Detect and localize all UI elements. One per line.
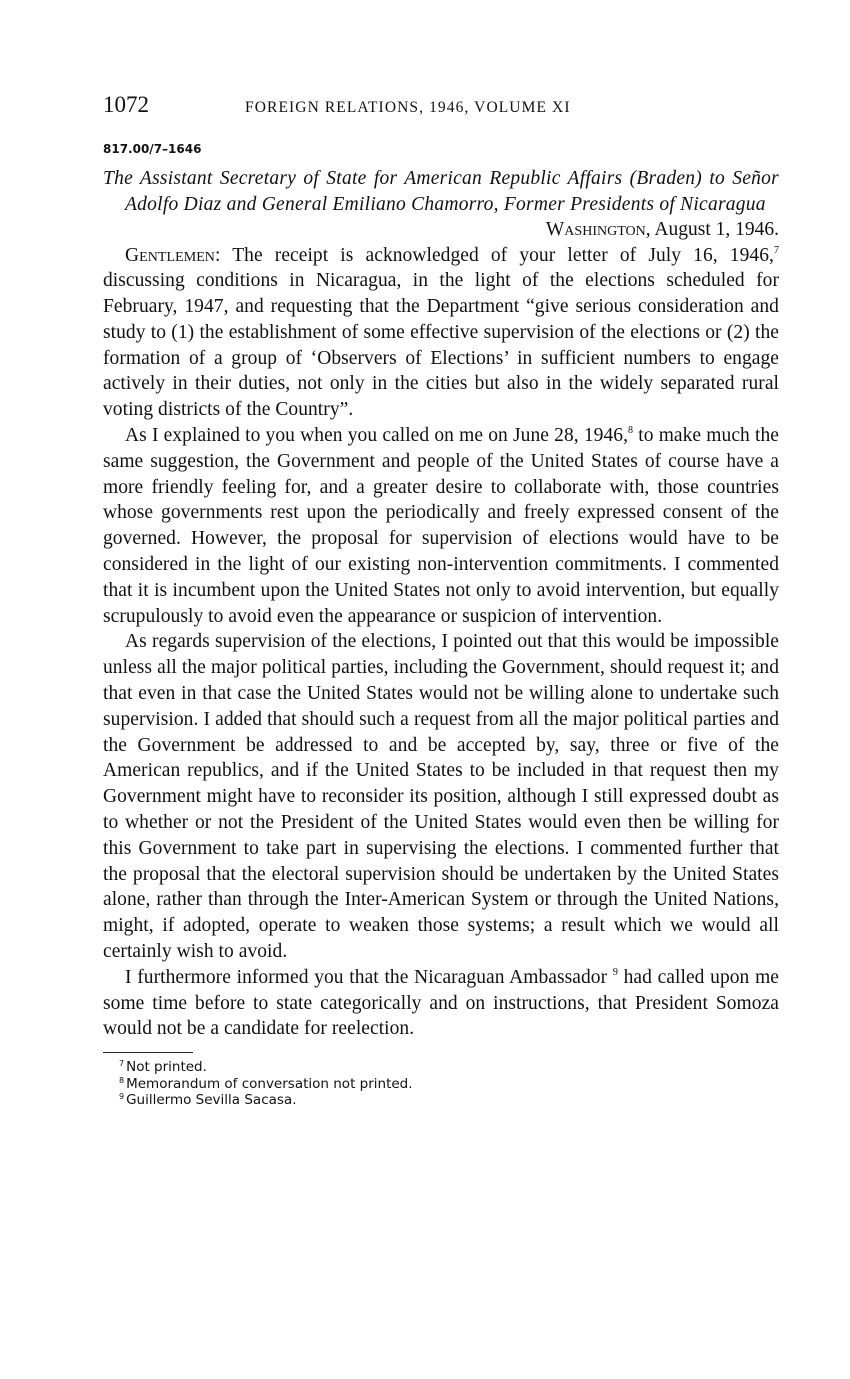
document-page xyxy=(103,92,779,1109)
footnote-mark: 7 xyxy=(119,1059,125,1069)
footnote-reference: 8 xyxy=(628,425,634,437)
file-number: 817.00/7–1646 xyxy=(103,142,202,156)
dateline-date: , August 1, 1946. xyxy=(645,219,779,240)
paragraph-3: As regards supervision of the elections, I pointed out that this would be impossible unless all the major political parties, including the Government, should request it; and that even in that case the United States would not be willing alone to undertake such supervision. I added that should such a request from all the major political parties and the Government be addressed to and be accepted by, say, three or five of the American republics, and if the United States to be included in that request then my Government might have to reconsider its position, although I still expressed doubt as to whether or not the President of the United States would even then be willing for this Government to take part in supervising the elections. I commented further that the proposal that the electoral supervision should be undertaken by the United States alone, rather than through the Inter-American System or through the United Nations, might, if adopted, operate to weaken those systems; a result which we would all certainly wish to avoid. xyxy=(103,631,779,963)
footnote-text: Not printed. xyxy=(126,1059,207,1076)
paragraph-2 xyxy=(103,423,779,629)
paragraph-4 xyxy=(103,965,779,1042)
running-head xyxy=(103,92,779,128)
paragraph-text: As I explained to you when you called on me on June 28, 1946, xyxy=(125,425,628,447)
footnote xyxy=(119,1092,779,1109)
footnote-reference: 7 xyxy=(773,244,779,256)
footnote xyxy=(119,1076,779,1093)
paragraph-text: I furthermore informed you that the Nicaraguan Ambassador xyxy=(125,966,608,988)
dateline-place: Washington xyxy=(545,219,646,240)
footnote-mark: 9 xyxy=(119,1092,125,1102)
footnotes xyxy=(103,1059,779,1109)
salutation: Gentlemen xyxy=(125,244,215,266)
footnote-text: Memorandum of conversation not printed. xyxy=(126,1075,413,1092)
paragraph-text: discussing conditions in Nicaragua, in the light of the elections scheduled for February, 1947, and requesting that the Department “give serious consideration and study to (1) the establishment of some effective supervision of the elections or (2) the formation of a group of ‘Observers of Elections’ in sufficient numbers to engage actively in their duties, not only in the cities but also in the widely separated rural voting districts of the Country”. xyxy=(103,270,779,421)
paragraph-1 xyxy=(103,243,779,424)
document-title: The Assistant Secretary of State for American Republic Affairs (Braden) to Señor Adolfo Diaz and General Emiliano Chamorro, Former Presidents of Nicaragua xyxy=(103,168,779,215)
paragraph-text: : The receipt is acknowledged of your letter of July 16, 1946, xyxy=(214,244,774,266)
paragraph-text: to make much the same suggestion, the Government and people of the United States of course have a more friendly feeling for, and a greater desire to collaborate with, those countries whose governments rest upon the periodically and freely expressed consent of the governed. However, the proposal for supervision of elections would have to be considered in the light of our existing non-intervention commitments. I commented that it is incumbent upon the United States not only to avoid intervention, but equally scrupulously to avoid even the appearance or suspicion of intervention. xyxy=(103,425,779,627)
footnote-reference: 9 xyxy=(612,966,618,978)
letter-body xyxy=(103,243,779,1043)
footnote xyxy=(119,1059,779,1076)
dateline xyxy=(103,217,779,243)
footnote-mark: 8 xyxy=(119,1075,125,1085)
footnote-divider xyxy=(103,1052,193,1053)
running-title: FOREIGN RELATIONS, 1946, VOLUME XI xyxy=(245,99,571,116)
page-number: 1072 xyxy=(103,92,149,117)
footnote-text: Guillermo Sevilla Sacasa. xyxy=(126,1092,297,1109)
paragraph-text: had called upon me some time before to state categorically and on instructions, that President Somoza would not be a candidate for reelection. xyxy=(103,966,779,1040)
